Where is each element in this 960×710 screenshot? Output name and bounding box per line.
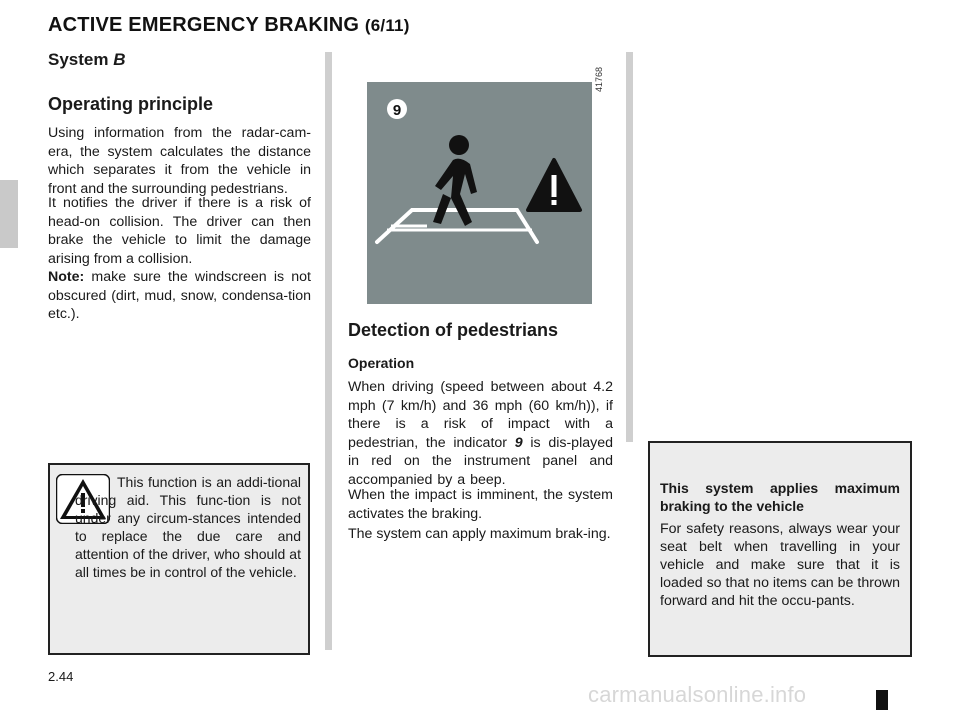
note-text: make sure the windscreen is not obscured (dirt, mud, snow, condensa-tion etc.).: [48, 269, 311, 322]
operation-p1-b: is dis-played in red on the instrument panel and accompanied by a beep.: [348, 434, 613, 488]
watermark: carmanualsonline.info: [588, 682, 807, 707]
note-label: Note:: [48, 269, 85, 285]
column-divider-right: [626, 52, 633, 442]
figure-callout: 9: [392, 102, 402, 119]
principle-paragraph-2: It notifies the driver if there is a risk of head-on collision. The driver can then brake the vehicle to limit the damage arising from a collision.: [48, 195, 311, 267]
operation-paragraph-1: [348, 378, 613, 489]
page-number: 2.44: [48, 669, 74, 684]
title-text: ACTIVE EMERGENCY BRAKING: [48, 14, 360, 36]
detection-heading: Detection of pedestrians: [348, 320, 559, 340]
title-page-of: (6/11): [364, 16, 410, 35]
operation-paragraph-3: The system can apply maximum brak-ing.: [348, 526, 611, 542]
system-heading: [48, 50, 126, 70]
pedestrian-warning-icon: [367, 82, 592, 304]
operation-paragraph-2: When the impact is imminent, the system activates the braking.: [348, 487, 613, 522]
footer-mark: [876, 690, 888, 710]
note-paragraph: [48, 268, 311, 324]
operation-p1-a: When driving (speed between about 4.2 mph (7 km/h) and 36 mph (60 km/h)), if there is a risk of impact with a pedestrian, the indicator: [348, 379, 613, 451]
column-divider-left: [325, 52, 332, 650]
system-letter: B: [113, 50, 126, 69]
warning-text: This function is an addi-tional driving aid. This func-tion is not under any circum-stances intended to replace the due care and attention of the driver, who should at all times be in control of the vehicle.: [75, 474, 301, 580]
figure-code: 41768: [594, 66, 604, 92]
info-box-text: For safety reasons, always wear your seat belt when travelling in your vehicle and make sure that it is loaded so that no items can be thrown forward and hit the occu-pants.: [660, 521, 900, 609]
principle-paragraph-1: Using information from the radar-cam-era, the system calculates the distance which separates it from the vehicle in front and the surrounding pedestrians.: [48, 125, 311, 197]
operation-subheading: Operation: [348, 355, 415, 371]
indicator-number: 9: [514, 434, 523, 451]
info-box-title: This system applies maximum braking to the vehicle: [660, 480, 900, 514]
operating-principle-heading: Operating principle: [48, 94, 214, 114]
section-side-tab: [0, 180, 18, 248]
pedestrian-figure: [367, 82, 592, 304]
page-title: [48, 14, 410, 37]
system-label: System: [48, 50, 109, 69]
